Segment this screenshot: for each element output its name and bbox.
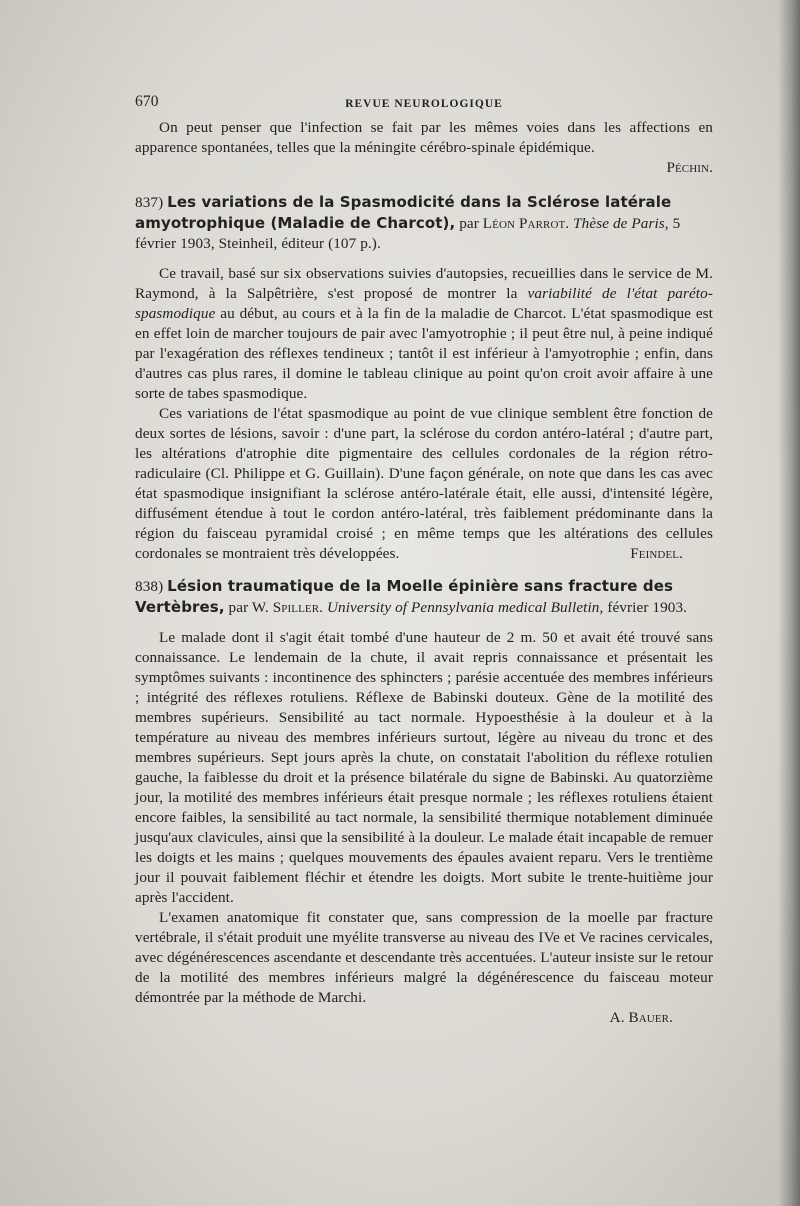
article-838-paragraph-1: Le malade dont il s'agit était tombé d'une hauteur de 2 m. 50 et avait été trouvé sans connaissance. Le lendemain de la chute, il avait repris connaissance et présentait les symptômes suivants : incontinence des sphincters ; parésie accentuée des membres inférieurs ; intégrité des réflexes rotuliens. Réflexe de Babinski douteux. Gène de la motilité des membres supérieurs. Sensibilité au tact normale. Hypoesthésie à la douleur et à la température au niveau des membres inférieurs surtout, légère au niveau du tronc et des membres supérieurs. Sept jours après la chute, on constatait l'abolition du réflexe rotulien gauche, la faiblesse du droit et la présence bilatérale du signe de Babinski. Au quatorzième jour, la motilité des membres inférieurs était presque normale ; les réflexes rotuliens étaient encore faibles, la sensibilité au tact normale, la sensibilité thermique notablement diminuée jusqu'aux clavicules, ainsi que la sensibilité à la douleur. Le malade était incapable de remuer les doigts et les mains ; quelques mouvements des épaules avaient reparu. Vers le trentième jour il pouvait faiblement fléchir et étendre les doigts. Mort subite le trente-huitième jour après l'accident. <box>135 629 713 906</box>
page-edge-shadow <box>778 0 800 1206</box>
article-837-title: Les variations de la Spasmodicité dans la Sclérose latérale amyotrophique (Maladie de Charcot), <box>135 193 672 232</box>
article-837-p1-text-a: Ce travail, basé sur six observations suivies d'autopsies, recueillies dans le service de M. Raymond, à la Salpêtrière, s'est proposé de montrer la <box>135 265 713 302</box>
article-838-heading <box>135 576 713 618</box>
article-838-by: par W. <box>228 599 269 616</box>
article-838-number: 838) <box>135 578 164 595</box>
article-837-author: Léon Parrot. <box>482 215 570 232</box>
article-838-signature: A. Bauer. <box>609 1009 673 1026</box>
article-838-source: University of Pennsylvania medical Bulletin, <box>326 599 604 616</box>
article-838-paragraph-2: L'examen anatomique fit constater que, sans compression de la moelle par fracture vertébrale, il s'était produit une myélite transverse au niveau des IVe et Ve racines cervicales, avec dégénérescences ascendante et descendante très accentuées. L'auteur insiste sur le retour de la motilité des membres inférieurs malgré la dégénérescence du faisceau moteur démontrée par la méthode de Marchi. <box>135 909 713 1006</box>
article-837-number: 837) <box>135 194 164 211</box>
article-837-heading <box>135 192 713 254</box>
intro-signature: Péchin. <box>666 159 713 176</box>
article-837-details: 5 février 1903, Steinheil, éditeur (107 p.). <box>135 215 681 252</box>
article-837-by: par <box>459 215 479 232</box>
article-838-details: février 1903. <box>607 599 688 616</box>
running-title: REVUE NEUROLOGIQUE <box>345 98 503 110</box>
article-837-paragraph-2 <box>135 404 713 564</box>
page-number: 670 <box>135 93 159 110</box>
article-838-title: Lésion traumatique de la Moelle épinière sans fracture des Vertèbres, <box>135 577 674 616</box>
article-837-p1-text-b: au début, au cours et à la fin de la maladie de Charcot. L'état spasmodique est en effet loin de marcher toujours de pair avec l'amyotrophie ; il peut être nul, à peine indiqué par l'exagération des réflexes tendineux ; tantôt il est inférieur à l'amyotrophie ; enfin, dans d'autres cas plus rares, il domine le tableau clinique au point qu'on croit avoir affaire à une sorte de tabes spasmodique. <box>135 305 713 402</box>
article-837-paragraph-1 <box>135 264 713 404</box>
article-837-p2-text: Ces variations de l'état spasmodique au point de vue clinique semblent être fonction de deux sortes de lésions, savoir : d'une part, la sclérose du cordon antéro-latéral ; d'autre part, les altérations d'atrophie dite pigmentaire des cellules cordonales de la région rétro-radiculaire (Cl. Philippe et G. Guillain). D'une façon générale, on note que dans les cas avec état spasmodique insignifiant la sclérose antéro-latérale était, elle aussi, d'intensité légère, diffusément étendue à tout le cordon antéro-latéral, très faiblement prédominante dans la région du faisceau pyramidal croisé ; en même temps que les altérations des cellules cordonales se montraient très développées. <box>135 405 713 562</box>
article-837-source: Thèse de Paris, <box>573 215 669 232</box>
page-content <box>135 92 713 1028</box>
article-838-author: Spiller. <box>272 599 324 616</box>
article-837-p1-italic: variabilité de l'état paréto-spasmodique <box>135 285 713 322</box>
article-837-signature: Feindel. <box>630 545 683 562</box>
page-header <box>135 92 713 118</box>
intro-paragraph: On peut penser que l'infection se fait par les mêmes voies dans les affections en apparence spontanées, telles que la méningite cérébro-spinale épidémique. <box>135 119 713 156</box>
